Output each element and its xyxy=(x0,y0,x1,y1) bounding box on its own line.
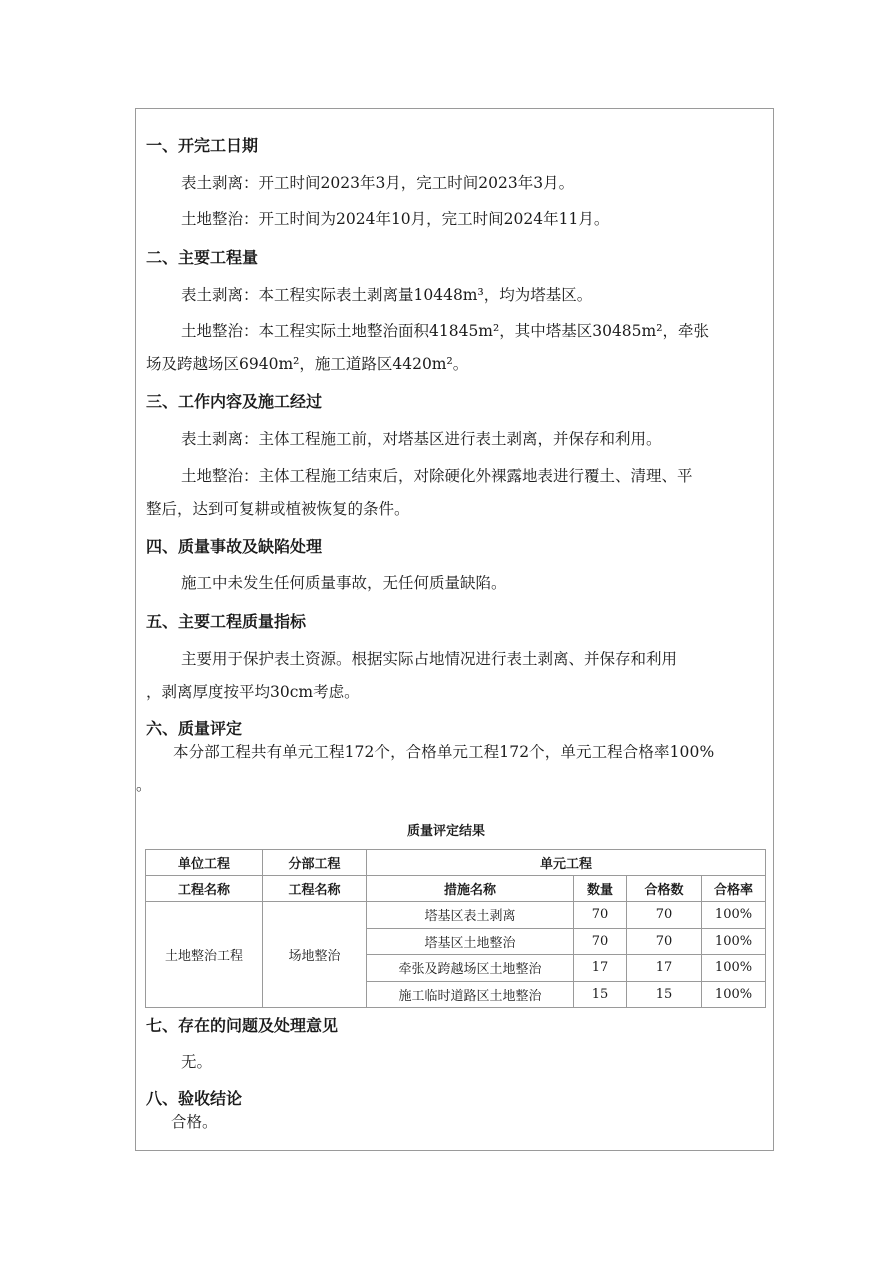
s1-land-dates: 土地整治：开工时间为2024年10月，完工时间2024年11月。 xyxy=(181,210,610,228)
s3-land-process-line1: 土地整治：主体工程施工结束后，对除硬化外裸露地表进行覆土、清理、平 xyxy=(181,467,693,485)
section-8-heading: 八、验收结论 xyxy=(146,1089,243,1108)
s5-indicator-line1: 主要用于保护表土资源。根据实际占地情况进行表土剥离、并保存和利用 xyxy=(181,650,678,668)
s2-land-quantity-line2: 场及跨越场区6940m²，施工道路区4420m²。 xyxy=(146,355,469,373)
table-header-row-2 xyxy=(146,876,766,902)
unit-name-cell: 土地整治工程 xyxy=(146,902,263,1008)
section-5-heading: 五、主要工程质量指标 xyxy=(146,612,307,631)
header-pass-count: 合格数 xyxy=(627,876,702,902)
section-1-heading: 一、开完工日期 xyxy=(146,136,259,155)
count-cell: 15 xyxy=(574,981,627,1008)
measure-cell: 塔基区表土剥离 xyxy=(367,902,574,929)
header-sub-name: 工程名称 xyxy=(263,876,367,902)
pass-cell: 17 xyxy=(627,955,702,982)
rate-cell: 100% xyxy=(702,928,766,955)
header-count: 数量 xyxy=(574,876,627,902)
count-cell: 17 xyxy=(574,955,627,982)
s4-defects-text: 施工中未发生任何质量事故，无任何质量缺陷。 xyxy=(181,574,507,592)
header-sub-project: 分部工程 xyxy=(263,850,367,876)
s2-land-quantity-line1: 土地整治：本工程实际土地整治面积41845m²，其中塔基区30485m²，牵张 xyxy=(181,322,709,340)
header-element-project: 单元工程 xyxy=(367,850,766,876)
section-4-heading: 四、质量事故及缺陷处理 xyxy=(146,537,323,556)
s1-topsoil-dates: 表土剥离：开工时间2023年3月，完工时间2023年3月。 xyxy=(181,174,575,192)
section-3-heading: 三、工作内容及施工经过 xyxy=(146,392,323,411)
s6-evaluation-line1: 本分部工程共有单元工程172个，合格单元工程172个，单元工程合格率100% xyxy=(173,743,715,761)
table-caption: 质量评定结果 xyxy=(406,824,485,839)
section-6-heading: 六、质量评定 xyxy=(146,719,243,738)
measure-cell: 牵张及跨越场区土地整治 xyxy=(367,955,574,982)
rate-cell: 100% xyxy=(702,955,766,982)
pass-cell: 15 xyxy=(627,981,702,1008)
header-unit-name: 工程名称 xyxy=(146,876,263,902)
s2-topsoil-quantity: 表土剥离：本工程实际表土剥离量10448m³，均为塔基区。 xyxy=(181,286,593,304)
table-header-row-1 xyxy=(146,850,766,876)
table-row xyxy=(146,902,766,929)
s7-issues-text: 无。 xyxy=(181,1053,213,1071)
section-7-heading: 七、存在的问题及处理意见 xyxy=(146,1016,339,1035)
header-measure-name: 措施名称 xyxy=(367,876,574,902)
pass-cell: 70 xyxy=(627,902,702,929)
measure-cell: 塔基区土地整治 xyxy=(367,928,574,955)
s3-topsoil-process: 表土剥离：主体工程施工前，对塔基区进行表土剥离，并保存和利用。 xyxy=(181,430,662,448)
measure-cell: 施工临时道路区土地整治 xyxy=(367,981,574,1008)
header-pass-rate: 合格率 xyxy=(702,876,766,902)
s8-conclusion-text: 合格。 xyxy=(171,1113,218,1131)
s6-evaluation-line2: 。 xyxy=(136,776,152,794)
count-cell: 70 xyxy=(574,902,627,929)
sub-name-cell: 场地整治 xyxy=(263,902,367,1008)
pass-cell: 70 xyxy=(627,928,702,955)
rate-cell: 100% xyxy=(702,981,766,1008)
rate-cell: 100% xyxy=(702,902,766,929)
header-unit-project: 单位工程 xyxy=(146,850,263,876)
s5-indicator-line2: ，剥离厚度按平均30cm考虑。 xyxy=(146,683,360,701)
quality-table xyxy=(145,849,766,1008)
s3-land-process-line2: 整后，达到可复耕或植被恢复的条件。 xyxy=(146,500,410,518)
count-cell: 70 xyxy=(574,928,627,955)
section-2-heading: 二、主要工程量 xyxy=(146,248,259,267)
